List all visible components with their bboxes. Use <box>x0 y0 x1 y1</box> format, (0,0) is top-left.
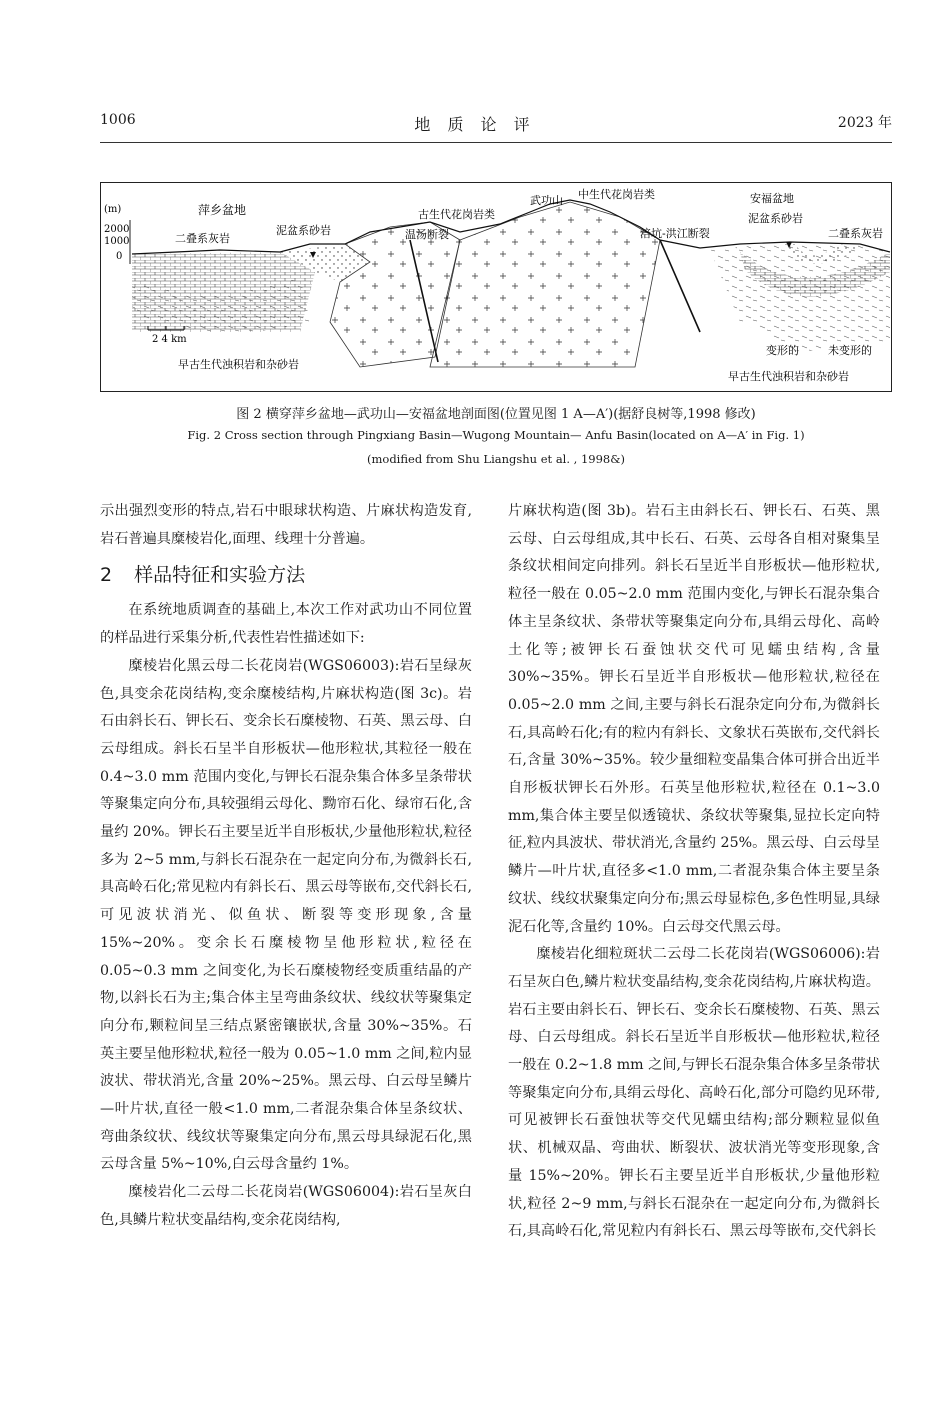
header-rule <box>100 142 892 143</box>
running-header <box>0 112 950 136</box>
section-heading <box>100 559 472 591</box>
cross-section-svg <box>100 182 892 392</box>
paragraph-wgs06003: 糜棱岩化黑云母二长花岗岩(WGS06003):岩石呈绿灰色,具变余花岗结构,变余糜棱结构,片麻状构造(图 3c)。岩石由斜长石、钾长石、变余长石糜棱物、石英、黑云母、白云母组成。斜长石呈半自形板状—他形粒状,其粒径一般在 0.4~3.0 mm 范围内变化,与钾长石混杂集合体多呈条带状等聚集定向分布,具较强绢云母化、黝帘石化、绿帘石化,含量约 20%。钾长石主要呈近半自形板状,少量他形粒状,粒径多为 2~5 mm,与斜长石混杂在一起定向分布,为微斜长石,具高岭石化;常见粒内有斜长石、黑云母等嵌布,交代斜长石,可见波状消光、似鱼状、断裂等变形现象,含量 15%~20%。变余长石糜棱物呈他形粒状,粒径在 0.05~0.3 mm 之间变化,为长石糜棱物经变质重结晶的产物,以斜长石为主;集合体主呈弯曲条纹状、线纹状等聚集定向分布,颗粒间呈三结点紧密镶嵌状,含量 30%~35%。石英主要呈他形粒状,粒径一般为 0.05~1.0 mm 之间,粒内显波状、带状消光,含量 20%~25%。黑云母、白云母呈鳞片—叶片状,直径一般<1.0 mm,二者混杂集合体呈条纹状、弯曲条纹状、线纹状等聚集定向分布,黑云母具绿泥石化,黑云母含量 5%~10%,白云母含量约 1%。 <box>100 657 472 1173</box>
intro-paragraph: 示出强烈变形的特点,岩石中眼球状构造、片麻状构造发育,岩石普遍具糜棱岩化,面理、线理十分普遍。 <box>100 503 472 547</box>
label-devonian-right: 泥盆系砂岩 <box>748 212 803 225</box>
label-anfu-basin: 安福盆地 <box>750 192 794 205</box>
section-title: 样品特征和实验方法 <box>134 564 306 587</box>
label-paleozoic-granite: 古生代花岗岩类 <box>418 208 495 221</box>
figure-caption-zh: 图 2 横穿萍乡盆地—武功山—安福盆地剖面图(位置见图 1 A—A′)(据舒良树等,1998 修改) <box>236 407 756 422</box>
figure-caption-en-source: (modified from Shu Liangshu et al. , 1998&) <box>367 452 625 466</box>
page-number: 1006 <box>100 112 136 128</box>
label-tuokeng-fault: 涪坑-洪江断裂 <box>640 227 710 240</box>
paragraph-wgs06006: 糜棱岩化细粒斑状二云母二长花岗岩(WGS06006):岩石呈灰白色,鳞片粒状变晶结构,变余花岗结构,片麻状构造。岩石主要由斜长石、钾长石、变余长石糜棱物、石英、黑云母、白云母组成。斜长石呈近半自形板状—他形粒状,粒径一般在 0.2~1.8 mm 之间,与钾长石混杂集合体多呈条带状等聚集定向分布,具绢云母化、高岭石化,部分可隐约见环带,可见被钾长石蚕蚀状等交代见蠕虫结构;部分颗粒显似鱼状、机械双晶、弯曲状、断裂状、波状消光等变形现象,含量 15%~20%。钾长石主要呈近半自形板状,少量他形粒状,粒径 2~9 mm,与斜长石混杂在一起定向分布,为微斜长石,具高岭石化,常见粒内有斜长石、黑云母等嵌布,交代斜长 <box>508 946 880 1240</box>
label-undeformed: 未变形的 <box>828 344 872 357</box>
tuokeng-fault-line <box>660 240 700 332</box>
label-permian-right: 二叠系灰岩 <box>828 227 883 240</box>
label-mesozoic-granite: 中生代花岗岩类 <box>578 188 655 201</box>
section-number: 2 <box>100 564 113 587</box>
label-early-paleozoic-left: 早古生代浊积岩和杂砂岩 <box>178 358 299 371</box>
elev-0: 0 <box>116 251 123 262</box>
label-early-paleozoic-right: 早古生代浊积岩和杂砂岩 <box>728 370 849 383</box>
elev-2000: 2000 <box>104 224 130 235</box>
label-permian-left: 二叠系灰岩 <box>175 232 230 245</box>
figure-caption-en: Fig. 2 Cross section through Pingxiang Basin—Wugong Mountain— Anfu Basin(located on A—A′ in Fig. 1) <box>187 428 805 442</box>
paragraph: 在系统地质调查的基础上,本次工作对武功山不同位置的样品进行采集分析,代表性岩性描述如下: <box>100 602 472 647</box>
label-wugongshan: 武功山 <box>530 194 563 207</box>
right-column <box>508 498 880 1246</box>
left-column <box>100 498 472 1235</box>
elev-1000: 1000 <box>104 236 130 247</box>
year: 2023 年 <box>837 115 892 131</box>
label-wentang-fault: 温汤断裂 <box>405 228 449 241</box>
label-deformed: 变形的 <box>766 344 799 357</box>
scale-bar-label: 2 4 km <box>152 334 187 345</box>
label-pingxiang-basin: 萍乡盆地 <box>198 203 247 217</box>
cross-section-figure <box>100 182 892 392</box>
label-devonian-left: 泥盆系砂岩 <box>276 224 331 237</box>
axis-unit: (m) <box>104 204 122 215</box>
journal-title: 地 质 论 评 <box>414 115 536 134</box>
paragraph-wgs06004: 糜棱岩化二云母二长花岗岩(WGS06004):岩石呈灰白色,具鳞片粒状变晶结构,变余花岗结构, <box>100 1184 472 1228</box>
paragraph-continued: 片麻状构造(图 3b)。岩石主由斜长石、钾长石、石英、黑云母、白云母组成,其中长石、石英、云母各自相对聚集呈条纹状相间定向排列。斜长石呈近半自形板状—他形粒状,粒径一般在 0.05~2.0 mm 范围内变化,与钾长石混杂集合体主呈条纹状、条带状等聚集定向分布,具绢云母化、高岭土化等;被钾长石蚕蚀状交代可见蠕虫结构,含量 30%~35%。钾长石呈近半自形板状—他形粒状,粒径在 0.05~2.0 mm 之间,主要与斜长石混杂定向分布,为微斜长石,具高岭石化;有的粒内有斜长、文象状石英嵌布,交代斜长石,含量 30%~35%。较少量细粒变晶集合体可拼合出近半自形板状钾长石外形。石英呈他形粒状,粒径在 0.1~3.0 mm,集合体主要呈似透镜状、条纹状等聚集,显拉长定向特征,粒内具波状、带状消光,含量约 25%。黑云母、白云母呈鳞片—叶片状,直径多<1.0 mm,二者混杂集合体主要呈条纹状、线纹状聚集定向分布;黑云母显棕色,多色性明显,具绿泥石化等,含量约 10%。白云母交代黑云母。 <box>508 503 880 935</box>
